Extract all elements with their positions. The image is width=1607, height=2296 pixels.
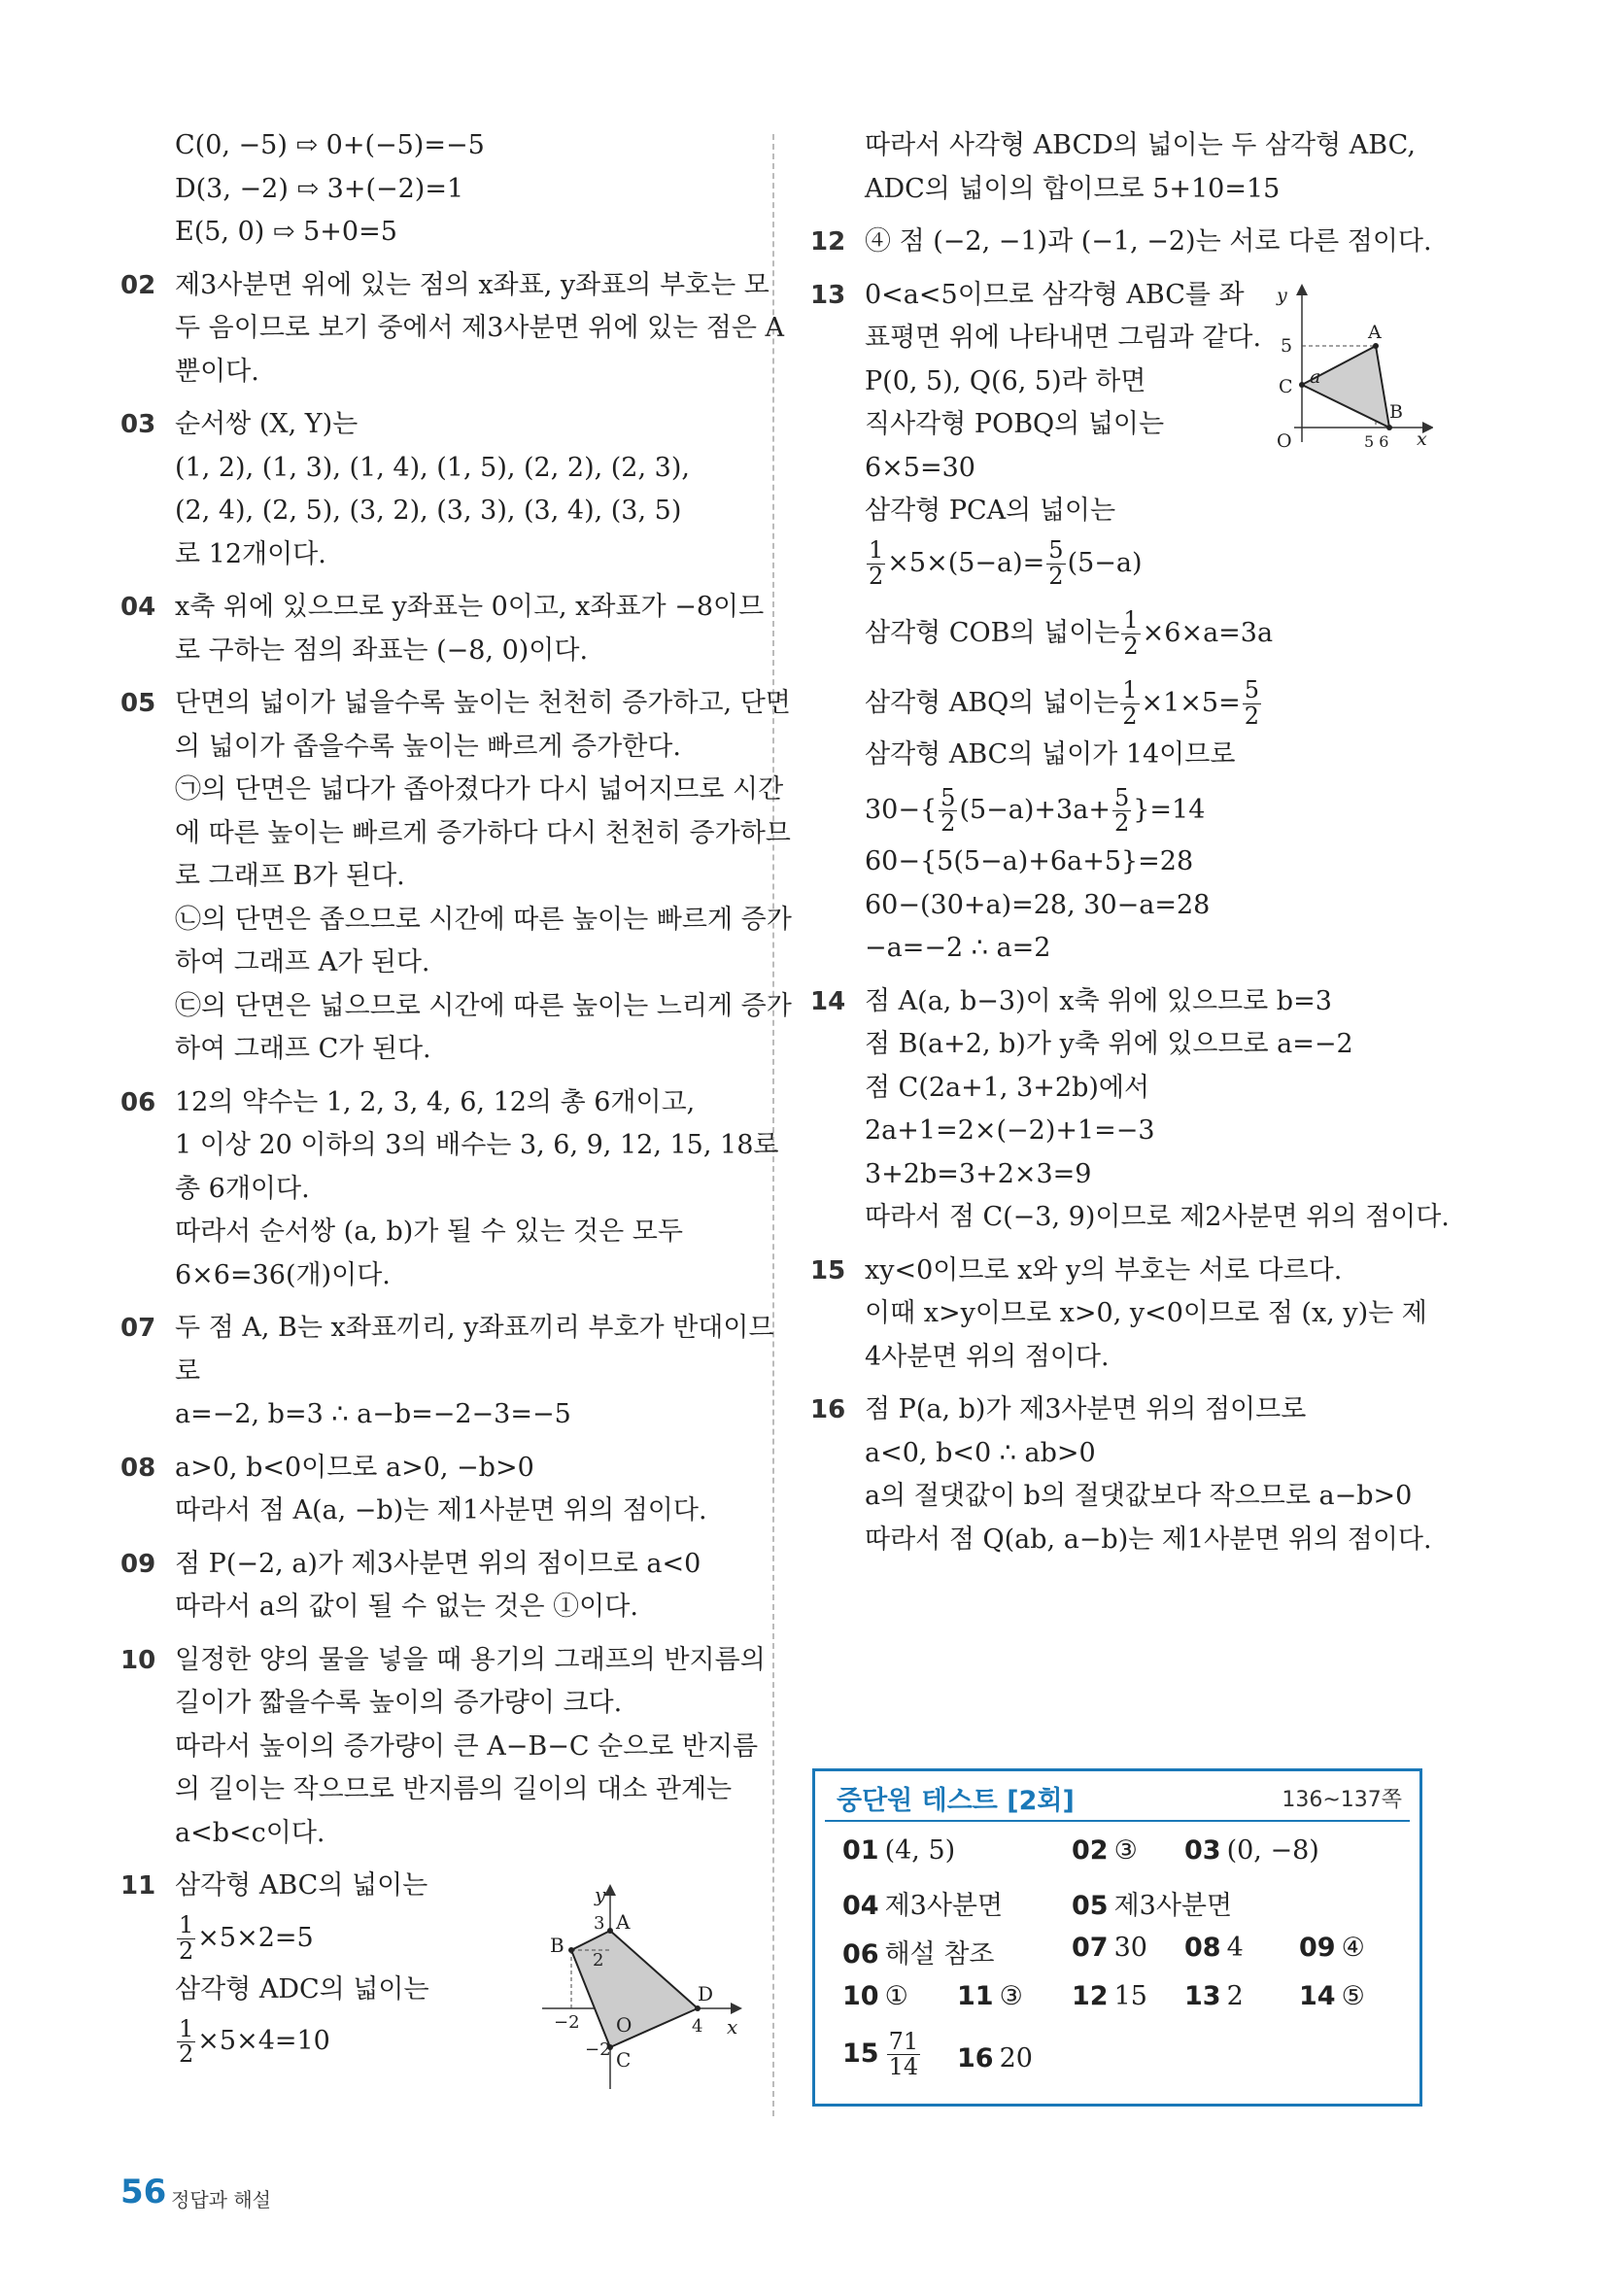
text-line: 로 구하는 점의 좌표는 (−8, 0)이다. <box>175 634 589 666</box>
page-range: 136~137쪽 <box>1282 1788 1402 1812</box>
origin-label: O <box>1277 430 1292 452</box>
answer-item: 09 ④ <box>1299 1933 1365 1963</box>
problem-number: 09 <box>120 1549 156 1579</box>
text-line: C(0, −5) ⇨ 0+(−5)=−5 <box>175 130 485 160</box>
text-line: 6×6=36(개)이다. <box>175 1259 391 1290</box>
text-line: 60−{5(5−a)+6a+5}=28 <box>865 846 1194 876</box>
problem-04: 04 x축 위에 있으므로 y좌표는 0이고, x좌표가 −8이므 <box>120 586 738 630</box>
point-label-b: B <box>1389 401 1403 423</box>
answer-item: 15 $\frac{71}{14}$ <box>842 2028 919 2081</box>
text-line: a의 절댓값이 b의 절댓값보다 작으므로 a−b>0 <box>865 1481 1413 1511</box>
text-line: ㉡의 단면은 좁으므로 시간에 따른 높이는 빠르게 증가 <box>175 904 792 935</box>
text-line: 1 이상 20 이하의 3의 배수는 3, 6, 9, 12, 15, 18로 <box>175 1130 779 1160</box>
answer-item: 10 ① <box>842 1981 908 2011</box>
text-line: 하여 그래프 C가 된다. <box>175 1034 431 1064</box>
text-line: 6×5=30 <box>865 452 975 483</box>
text-line: 총 6개이다. <box>175 1173 310 1204</box>
x-label: x <box>727 2015 738 2039</box>
answer-item: 16 20 <box>957 2043 1033 2073</box>
answer-item: 13 2 <box>1184 1981 1244 2011</box>
text-line: (1, 2), (1, 3), (1, 4), (1, 5), (2, 2), (2, 3), <box>175 452 690 483</box>
answer-item: 12 15 <box>1072 1981 1147 2011</box>
text-line: ㉢의 단면은 넓으므로 시간에 따른 높이는 느리게 증가 <box>175 990 792 1021</box>
text-line: −a=−2 ∴ a=2 <box>865 933 1051 963</box>
answer-key-header <box>825 1771 1410 1822</box>
problem-number: 16 <box>810 1395 846 1424</box>
answer-item: 01 (4, 5) <box>842 1835 956 1866</box>
page-number: 56 <box>120 2173 167 2211</box>
problem-15: 15 xy<0이므로 x와 y의 부호는 서로 다르다. <box>810 1250 1422 1293</box>
answer-item: 04 제3사분면 <box>842 1891 1004 1921</box>
tick-label: −2 <box>554 2012 580 2033</box>
answer-key-box <box>812 1768 1422 2107</box>
problem-12: 12 ④ 점 (−2, −1)과 (−1, −2)는 서로 다른 점이다. <box>810 221 1422 264</box>
text-line: 의 길이는 작으므로 반지름의 길이의 대소 관계는 <box>175 1774 733 1804</box>
tick-label: 3 <box>594 1913 605 1934</box>
footer-label: 정답과 해설 <box>171 2188 271 2211</box>
text-line: $\frac{1}{2}$ ×5×(5−a)= $\frac{5}{2}$ (5−a) <box>869 536 1143 590</box>
problem-number: 15 <box>810 1255 846 1285</box>
problem-number: 10 <box>120 1645 156 1675</box>
answer-item: 02 ③ <box>1072 1835 1138 1866</box>
problem-number: 04 <box>120 593 156 622</box>
answer-item: 05 제3사분면 <box>1072 1891 1233 1921</box>
problem-number: 13 <box>810 280 846 310</box>
text-line: 길이가 짧을수록 높이의 증가량이 크다. <box>175 1688 623 1718</box>
fraction: $\frac{5}{2}$ <box>1113 783 1130 837</box>
problem-number: 11 <box>120 1871 156 1901</box>
text-line: 따라서 순서쌍 (a, b)가 될 수 있는 것은 모두 <box>175 1217 683 1247</box>
text-line: 4사분면 위의 점이다. <box>865 1341 1110 1372</box>
point-label-b: B <box>550 1934 564 1957</box>
text-line: 삼각형 COB의 넓이는 $\frac{1}{2}$ ×6×a=3a <box>865 606 1274 660</box>
problem-number: 02 <box>120 270 156 300</box>
point-label-a: A <box>616 1910 631 1934</box>
text-line: 따라서 a의 값이 될 수 없는 것은 ①이다. <box>175 1592 638 1622</box>
fraction: $\frac{5}{2}$ <box>1048 536 1064 590</box>
tick-label: −2 <box>585 2039 611 2060</box>
answer-item: 06 해설 참조 <box>842 1939 995 1970</box>
point-label-d: D <box>698 1982 714 2005</box>
problem-number: 14 <box>810 986 846 1016</box>
fraction: $\frac{1}{2}$ <box>1123 606 1139 660</box>
text-line: P(0, 5), Q(6, 5)라 하면 <box>865 365 1146 396</box>
text-line: 표평면 위에 나타내면 그림과 같다. <box>865 323 1262 353</box>
tick-label: 5 <box>1281 335 1293 357</box>
text-line: 점 C(2a+1, 3+2b)에서 <box>865 1072 1150 1103</box>
problem-14: 14 점 A(a, b−3)이 x축 위에 있으므로 b=3 <box>810 980 1422 1024</box>
text-line: 이때 x>y이므로 x>0, y<0이므로 점 (x, y)는 제 <box>865 1298 1427 1328</box>
answer-item: 03 (0, −8) <box>1184 1835 1319 1866</box>
fraction: $\frac{5}{2}$ <box>940 783 956 837</box>
problem-10: 10 일정한 양의 물을 넣을 때 용기의 그래프의 반지름의 <box>120 1639 738 1683</box>
fraction: $\frac{1}{2}$ <box>1122 676 1138 730</box>
problem-number: 05 <box>120 689 156 718</box>
text-line: 의 넓이가 좁을수록 높이는 빠르게 증가한다. <box>175 731 681 762</box>
text-line: ADC의 넓이의 합이므로 5+10=15 <box>865 173 1281 204</box>
text-line: 따라서 사각형 ABCD의 넓이는 두 삼각형 ABC, <box>865 130 1416 160</box>
problem-03: 03 순서쌍 (X, Y)는 <box>120 403 738 447</box>
length-label-a: a <box>1310 366 1321 388</box>
answer-item: 14 ⑤ <box>1299 1981 1365 2011</box>
text-line: 에 따른 높이는 빠르게 증가하다 다시 천천히 증가하므 <box>175 817 791 848</box>
point-label-c: C <box>1279 376 1293 397</box>
text-line: 두 음이므로 보기 중에서 제3사분면 위에 있는 점은 A <box>175 313 784 343</box>
text-line: 따라서 점 C(−3, 9)이므로 제2사분면 위의 점이다. <box>865 1202 1450 1232</box>
text-line: 삼각형 ABC의 넓이가 14이므로 <box>865 738 1236 770</box>
problem-06: 06 12의 약수는 1, 2, 3, 4, 6, 12의 총 6개이고, <box>120 1081 738 1125</box>
y-label: y <box>1277 285 1287 306</box>
quadrilateral-figure <box>532 1880 746 2104</box>
text-line: 60−(30+a)=28, 30−a=28 <box>865 889 1211 920</box>
problem-number: 08 <box>120 1453 156 1483</box>
problem-number: 03 <box>120 410 156 439</box>
fraction: $\frac{1}{2}$ <box>869 536 884 590</box>
problem-07: 07 두 점 A, B는 x좌표끼리, y좌표끼리 부호가 반대이므 <box>120 1307 738 1351</box>
x-label: x <box>1417 428 1427 450</box>
problem-13: 13 0<a<5이므로 삼각형 ABC를 좌 <box>810 274 1422 318</box>
text-line: a=−2, b=3 ∴ a−b=−2−3=−5 <box>175 1399 571 1429</box>
text-line: 직사각형 POBQ의 넓이는 <box>865 409 1165 439</box>
y-label: y <box>595 1883 606 1906</box>
text-line: 30−{ $\frac{5}{2}$ (5−a)+3a+ $\frac{5}{2}$ }=14 <box>865 783 1206 837</box>
text-line: 로 12개이다. <box>175 538 326 569</box>
problem-05: 05 단면의 넓이가 넓을수록 높이는 천천히 증가하고, 단면 <box>120 682 738 726</box>
text-line: 삼각형 ABQ의 넓이는 $\frac{1}{2}$ ×1×5= $\frac{5}{2}$ <box>865 676 1260 730</box>
origin-label: O <box>616 2013 633 2037</box>
answer-item: 07 30 <box>1072 1933 1147 1963</box>
point-label-c: C <box>616 2048 632 2072</box>
text-line: 따라서 점 A(a, −b)는 제1사분면 위의 점이다. <box>175 1495 707 1525</box>
text-line: $\frac{1}{2}$ ×5×4=10 <box>179 2014 330 2068</box>
answer-item: 08 4 <box>1184 1933 1244 1963</box>
problem-02: 02 제3사분면 위에 있는 점의 x좌표, y좌표의 부호는 모 <box>120 264 738 308</box>
answer-key-title: 중단원 테스트 [2회] <box>837 1786 1075 1816</box>
fraction: $\frac{5}{2}$ <box>1244 676 1260 730</box>
problem-16: 16 점 P(a, b)가 제3사분면 위의 점이므로 <box>810 1388 1422 1432</box>
left-column <box>120 124 792 2072</box>
text-line: 삼각형 PCA의 넓이는 <box>865 496 1116 526</box>
problem-09: 09 점 P(−2, a)가 제3사분면 위의 점이므로 a<0 <box>120 1543 738 1587</box>
fraction: $\frac{71}{14}$ <box>888 2028 919 2081</box>
text-line: a<b<c이다. <box>175 1817 325 1848</box>
quadrilateral-abcd <box>571 1931 698 2047</box>
text-line: 3+2b=3+2×3=9 <box>865 1158 1092 1189</box>
text-line: E(5, 0) ⇨ 5+0=5 <box>175 217 397 247</box>
point-label-a: A <box>1368 322 1382 343</box>
tick-label: 5 6 <box>1364 432 1389 451</box>
problem-number: 07 <box>120 1314 156 1343</box>
text-line: 2a+1=2×(−2)+1=−3 <box>865 1115 1155 1146</box>
text-line: 로 <box>175 1355 201 1387</box>
text-line: a<0, b<0 ∴ ab>0 <box>865 1437 1096 1468</box>
text-line: D(3, −2) ⇨ 3+(−2)=1 <box>175 173 464 204</box>
text-line: 따라서 점 Q(ab, a−b)는 제1사분면 위의 점이다. <box>865 1524 1432 1555</box>
tick-label: 4 <box>692 2016 703 2037</box>
problem-11: 11 삼각형 ABC의 넓이는 <box>120 1865 738 1908</box>
text-line: 뿐이다. <box>175 356 259 387</box>
text-line: ㉠의 단면은 넓다가 좁아졌다가 다시 넓어지므로 시간 <box>175 774 784 805</box>
text-line: 점 B(a+2, b)가 y축 위에 있으므로 a=−2 <box>865 1029 1353 1059</box>
text-line: 따라서 높이의 증가량이 큰 A−B−C 순으로 반지름 <box>175 1731 759 1762</box>
text-line: $\frac{1}{2}$ ×5×2=5 <box>179 1911 314 1965</box>
problem-08: 08 a>0, b<0이므로 a>0, −b>0 <box>120 1447 738 1491</box>
text-line: 로 그래프 B가 된다. <box>175 861 405 891</box>
fraction: $\frac{1}{2}$ <box>179 1911 194 1965</box>
tick-label: 2 <box>593 1950 604 1970</box>
problem-number: 06 <box>120 1087 156 1117</box>
text-line: (2, 4), (2, 5), (3, 2), (3, 3), (3, 4), (3, 5) <box>175 496 682 526</box>
triangle-figure <box>1263 282 1433 452</box>
answer-item: 11 ③ <box>957 1981 1023 2011</box>
text-line: 삼각형 ADC의 넓이는 <box>175 1973 429 2005</box>
text-line: 하여 그래프 A가 된다. <box>175 947 430 977</box>
fraction: $\frac{1}{2}$ <box>179 2014 194 2068</box>
problem-number: 12 <box>810 227 846 257</box>
